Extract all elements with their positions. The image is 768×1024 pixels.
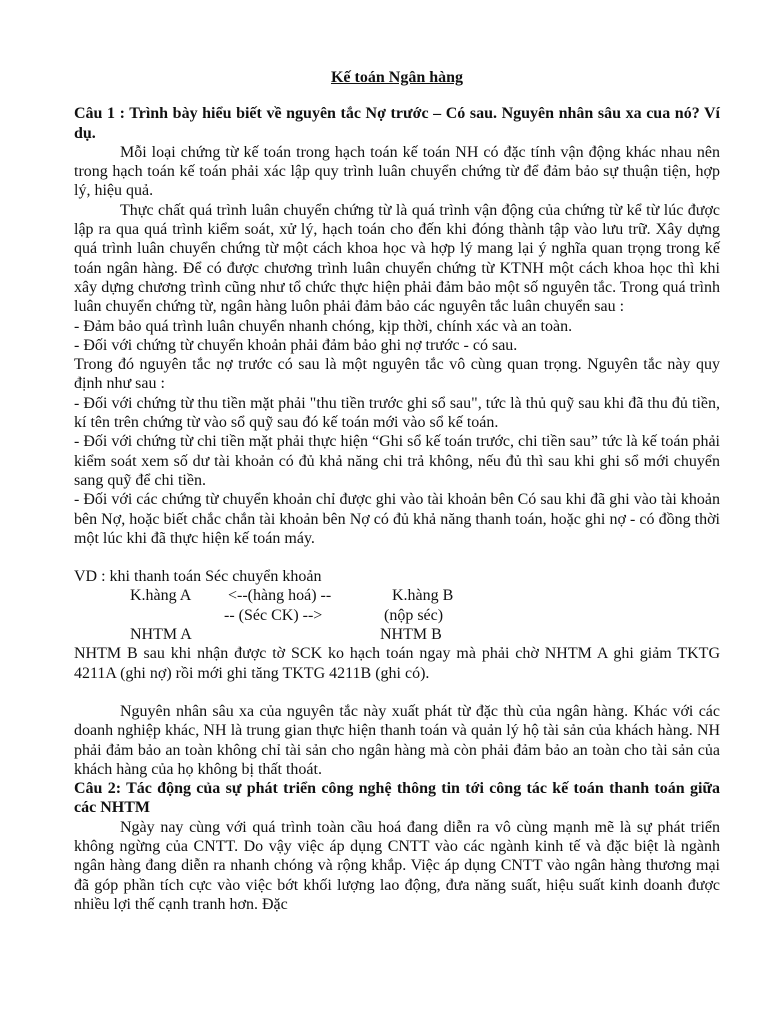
bullet-item: - Đảm bảo quá trình luân chuyển nhanh chóng, kịp thời, chính xác và an toàn. [74,317,573,335]
example-row [74,586,720,605]
example-row [74,625,720,644]
example-flow: -- (Séc CK) --> [224,606,323,624]
paragraph: Ngày nay cùng với quá trình toàn cầu hoá đang diễn ra vô cùng mạnh mẽ là sự phát triển không ngừng của CNTT. Do vậy việc áp dụng CNTT vào các ngành kinh tế và đặc biệt là ngành ngân hàng đang diễn ra nhanh chóng và rộng khắp. Việc áp dụng CNTT vào ngân hàng thương mại đã góp phần tích cực vào việc bớt khối lượng lao động, đưa năng suất, hiệu suất kinh doanh được nhiều lợi thế cạnh tranh hơn. Đặc [74,818,720,913]
example-party: NHTM A [130,626,192,644]
bullet-item: - Đối với chứng từ chuyển khoản phải đảm bảo ghi nợ trước - có sau. [74,336,518,354]
bullet-item: - Đối với chứng từ chi tiền mặt phải thực hiện “Ghi sổ kế toán trước, chi tiền sau” tức là kế toán phải kiểm soát xem số dư tài khoản có đủ khả năng chi trả không, nếu đủ thì sau khi ghi sổ mới chuyển sang quỹ để chi tiền. [74,433,720,489]
example-party: K.hàng A [130,587,192,605]
spacer [74,683,720,702]
paragraph: NHTM B sau khi nhận được tờ SCK ko hạch toán ngay mà phải chờ NHTM A ghi giảm TKTG 4211A (ghi nợ) rồi mới ghi tăng TKTG 4211B (ghi có). [74,645,720,682]
question-2-heading: Câu 2: Tác động của sự phát triển công nghệ thông tin tới công tác kế toán thanh toán giữa các NHTM [74,780,720,817]
example-flow: <--(hàng hoá) -- [228,587,332,605]
question-1-heading: Câu 1 : Trình bày hiểu biết về nguyên tắc Nợ trước – Có sau. Nguyên nhân sâu xa cua nó? Ví dụ. [74,105,720,142]
example-party: K.hàng B [392,587,454,605]
paragraph: Thực chất quá trình luân chuyển chứng từ là quá trình vận động của chứng từ kể từ lúc được lập ra qua quá trình kiểm soát, xử lý, hạch toán cho đến khi đóng thành tập vào lưu trữ. Xây dựng quá trình luân chuyển chứng từ một cách khoa học và hợp lý mang lại ý nghĩa quan trọng trong kế toán ngân hàng. Để có được chương trình luân chuyển chứng từ KTNH một cách khoa học thì khi xây dựng chương trình cũng như tổ chức thực hiện phải đảm bảo một số nguyên tắc. Trong quá trình luân chuyển chứng từ, ngân hàng luôn phải đảm bảo các nguyên tắc luân chuyển sau : [74,201,720,316]
example-note: (nộp séc) [384,606,444,624]
document-title: Kế toán Ngân hàng [330,69,464,86]
example-intro: VD : khi thanh toán Séc chuyển khoản [74,568,322,586]
paragraph: Nguyên nhân sâu xa của nguyên tắc này xuất phát từ đặc thù của ngân hàng. Khác với các doanh nghiệp khác, NH là trung gian thực hiện thanh toán và quản lý hộ tài sản của khách hàng. NH phải đảm bảo an toàn không chỉ tài sản cho ngân hàng mà còn phải đảm bảo an toàn cho tài sản của khách hàng của họ không bị thất thoát. [74,702,720,778]
bullet-item: - Đối với các chứng từ chuyển khoản chỉ được ghi vào tài khoản bên Có sau khi đã ghi vào tài khoản bên Nợ, hoặc biết chắc chắn tài khoản bên Nợ có đủ khả năng thanh toán, hoặc ghi nợ - có đồng thời một lúc khi đã thực hiện kế toán máy. [74,491,720,547]
example-row [74,606,720,625]
spacer [74,548,720,567]
paragraph: Mỗi loại chứng từ kế toán trong hạch toán kế toán NH có đặc tính vận động khác nhau nên trong hạch toán kế toán phải xác lập quy trình luân chuyển chứng từ để đảm bảo sự thuận tiện, hợp lý, hiệu quả. [74,143,720,200]
bullet-item: - Đối với chứng từ thu tiền mặt phải "thu tiền trước ghi sổ sau", tức là thủ quỹ sau khi đã thu đủ tiền, kí tên trên chứng từ vào sổ quỹ sau đó kế toán mới vào sổ kế toán. [74,394,720,432]
paragraph: Trong đó nguyên tắc nợ trước có sau là một nguyên tắc vô cùng quan trọng. Nguyên tắc này quy định như sau : [74,356,720,393]
example-party: NHTM B [380,626,442,644]
